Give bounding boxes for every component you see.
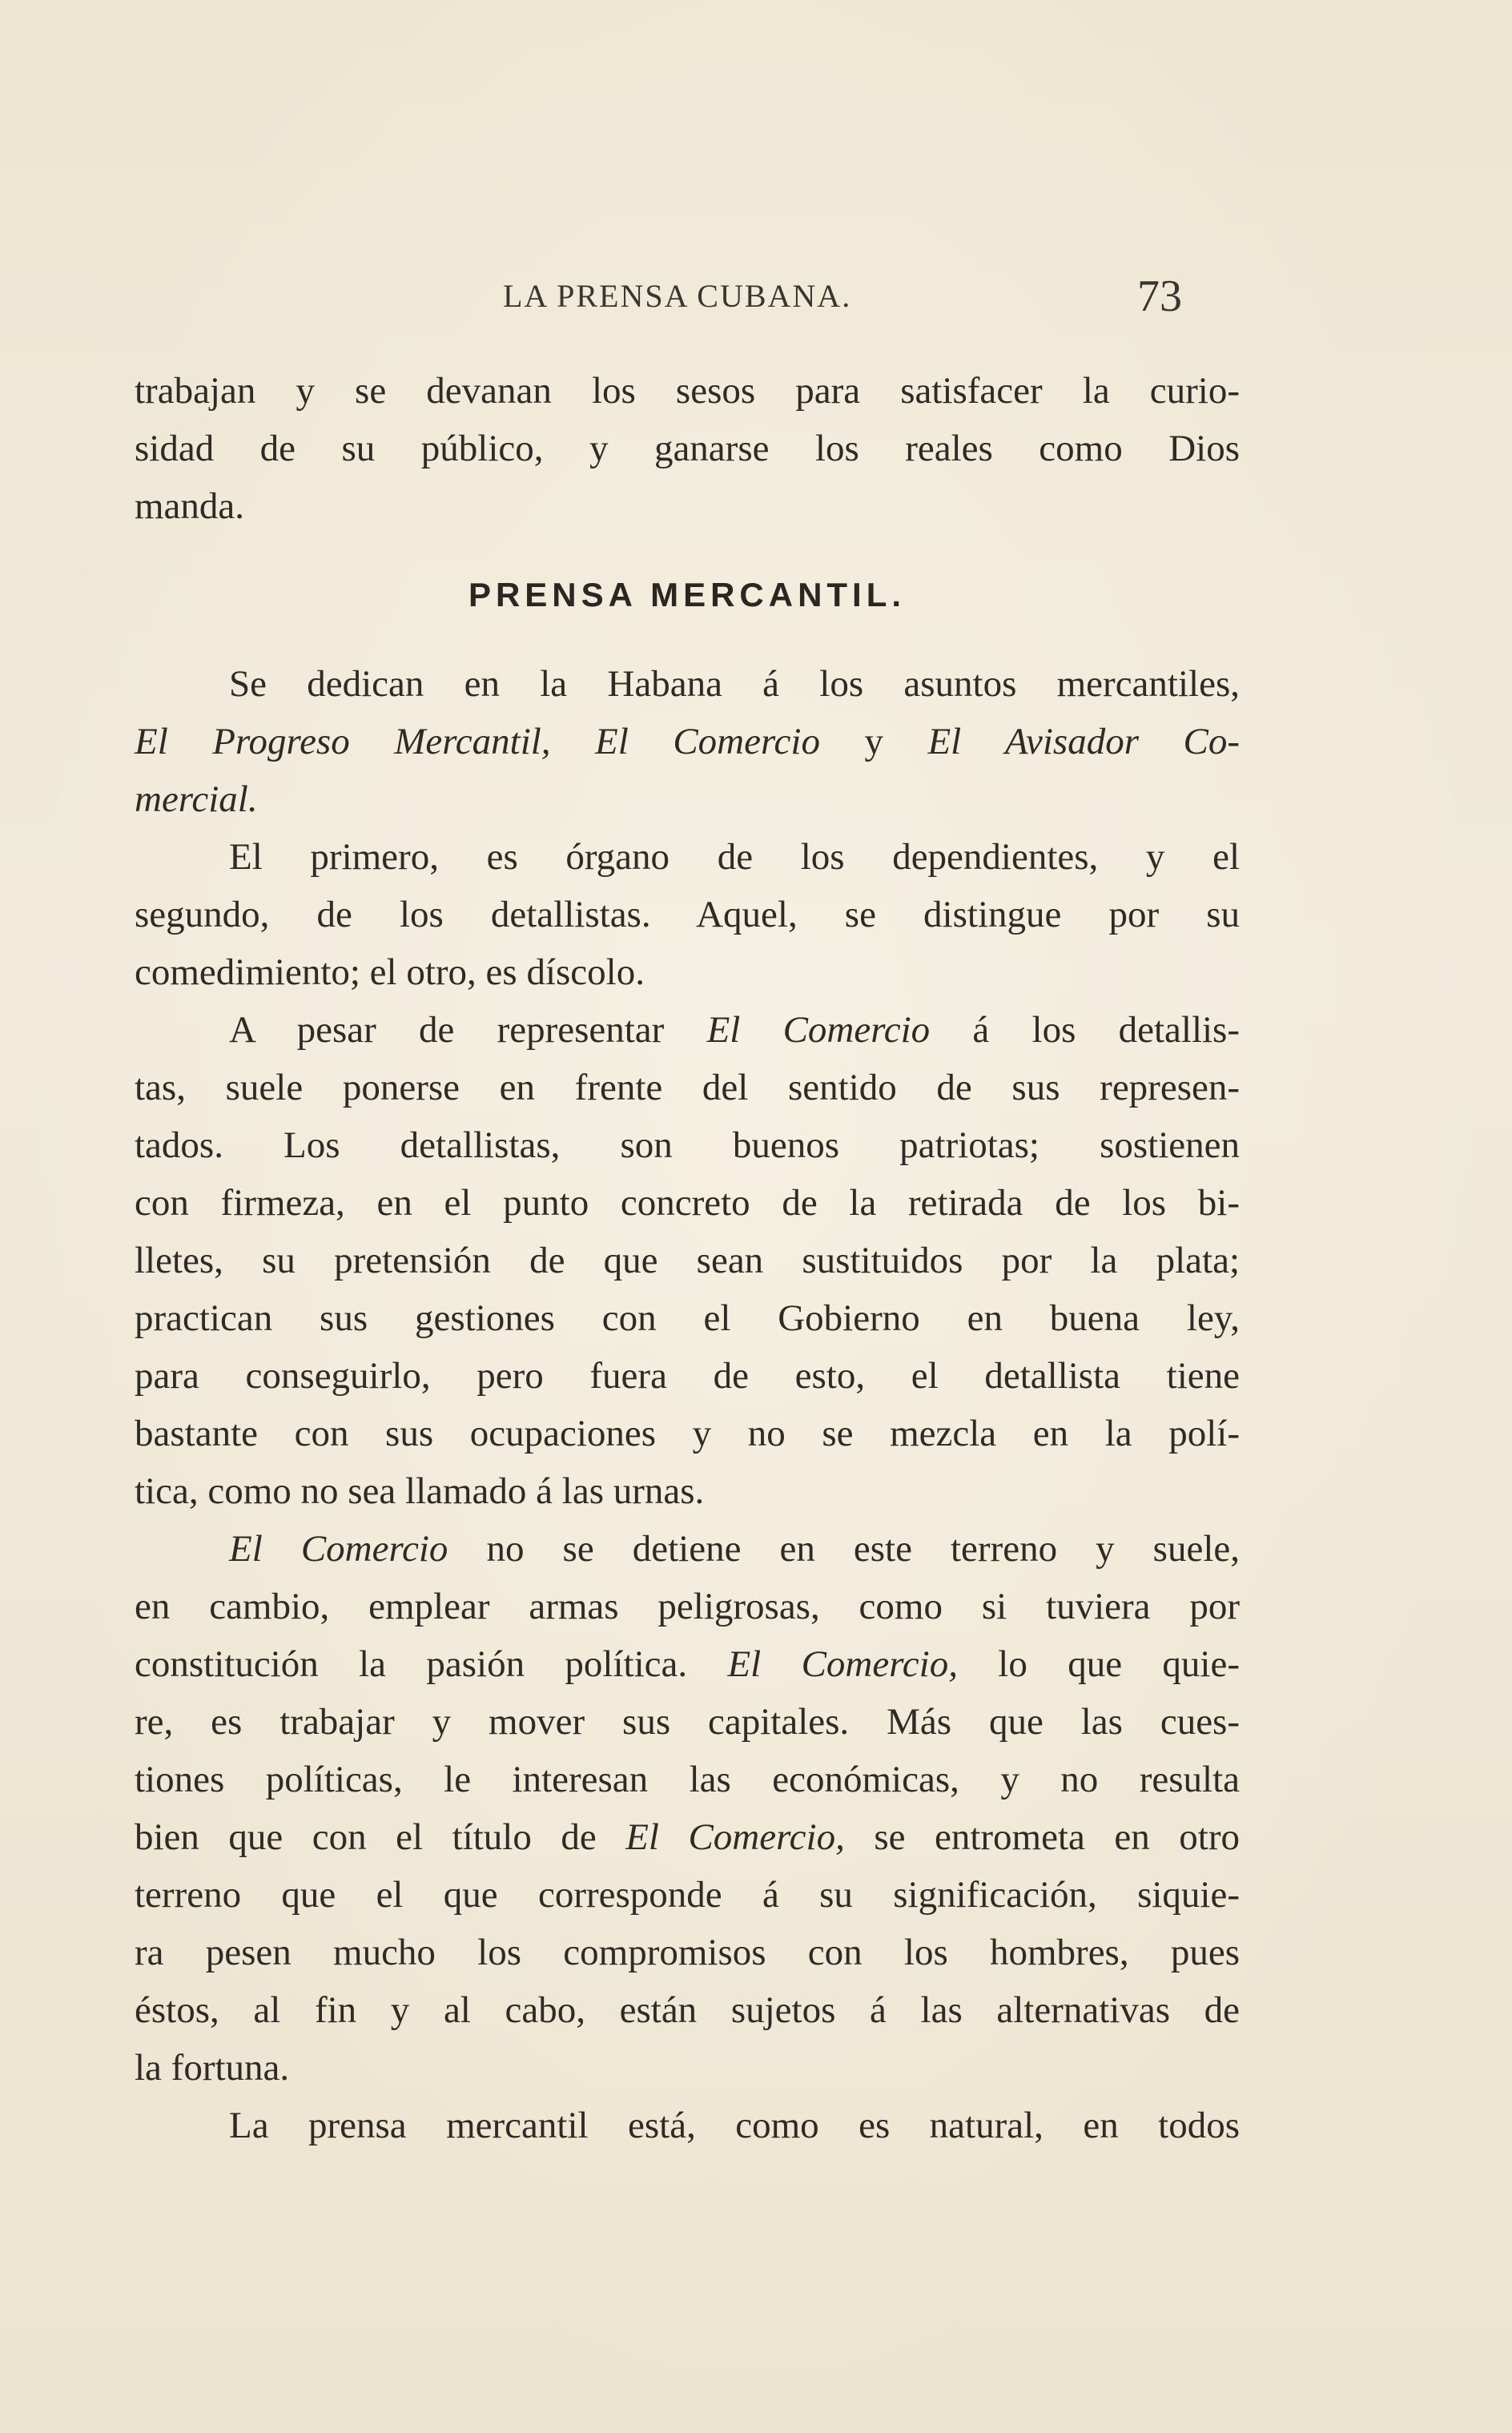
text-fragment: no se detiene en este terreno y suele, (448, 1528, 1240, 1570)
text-line: con firmeza, en el punto concreto de la retirada de los bi- (135, 1182, 1240, 1224)
text-line: terreno que el que corresponde á su significación, siquie- (135, 1874, 1240, 1916)
text-fragment: lo que quie- (957, 1643, 1240, 1685)
text-line (135, 713, 1240, 770)
newspaper-title: El Progreso Mercantil, (135, 721, 551, 762)
text-line (135, 1808, 1240, 1866)
text-line: La prensa mercantil está, como es natural, en todos (229, 2105, 1240, 2146)
text-fragment: á los detallis- (930, 1009, 1240, 1051)
page-number: 73 (1137, 271, 1182, 321)
running-title: LA PRENSA CUBANA. (503, 278, 852, 314)
text-line (135, 1635, 1240, 1693)
text-line: tas, suele ponerse en frente del sentido de sus represen- (135, 1067, 1240, 1108)
newspaper-title: El Comercio (550, 721, 820, 762)
text-line: ra pesen mucho los compromisos con los hombres, pues (135, 1932, 1240, 1973)
text-line: bastante con sus ocupaciones y no se mezcla en la polí- (135, 1413, 1240, 1454)
text-line: tica, como no sea llamado á las urnas. (135, 1470, 705, 1512)
text-line: Se dedican en la Habana á los asuntos mercantiles, (229, 663, 1240, 705)
section-heading: PRENSA MERCANTIL. (468, 576, 907, 613)
text-line (135, 770, 1240, 828)
newspaper-title: El Comercio (706, 1009, 931, 1051)
text-line: segundo, de los detallistas. Aquel, se distingue por su (135, 894, 1240, 935)
text-line: en cambio, emplear armas peligrosas, como si tuviera por (135, 1586, 1240, 1627)
text-line: practican sus gestiones con el Gobierno en buena ley, (135, 1297, 1240, 1339)
text-line: para conseguirlo, pero fuera de esto, el detallista tiene (135, 1355, 1240, 1397)
text-fragment: A pesar de representar (229, 1009, 707, 1051)
text-line: tiones políticas, le interesan las económicas, y no resulta (135, 1759, 1240, 1800)
text-line: El primero, es órgano de los dependientes, y el (229, 836, 1240, 878)
text-fragment: y (819, 721, 928, 762)
text-line: re, es trabajar y mover sus capitales. Más que las cues- (135, 1701, 1240, 1743)
text-line: trabajan y se devanan los sesos para satisfacer la curio- (135, 370, 1240, 412)
text-line: tados. Los detallistas, son buenos patriotas; sostienen (135, 1124, 1240, 1166)
text-block (135, 362, 1240, 2154)
newspaper-title: mercial. (135, 778, 258, 820)
text-line: éstos, al fin y al cabo, están sujetos á las alternativas de (135, 1989, 1240, 2031)
text-line (135, 1001, 1240, 1059)
text-line: sidad de su público, y ganarse los reales como Dios (135, 428, 1240, 469)
text-line: lletes, su pretensión de que sean sustituidos por la plata; (135, 1240, 1240, 1281)
text-fragment: constitución la pasión política. (135, 1643, 728, 1685)
text-line: comedimiento; el otro, es díscolo. (135, 951, 645, 993)
newspaper-title: El Comercio, (625, 1816, 845, 1858)
newspaper-title: El Avisador Co- (927, 721, 1240, 762)
text-fragment: bien que con el título de (135, 1816, 626, 1858)
text-line: manda. (135, 485, 245, 527)
newspaper-title: El Comercio (229, 1528, 448, 1570)
newspaper-title: El Comercio, (727, 1643, 958, 1685)
running-head (0, 271, 1512, 335)
text-line (135, 1520, 1240, 1578)
text-line: la fortuna. (135, 2047, 290, 2089)
text-fragment: se entrometa en otro (844, 1816, 1240, 1858)
